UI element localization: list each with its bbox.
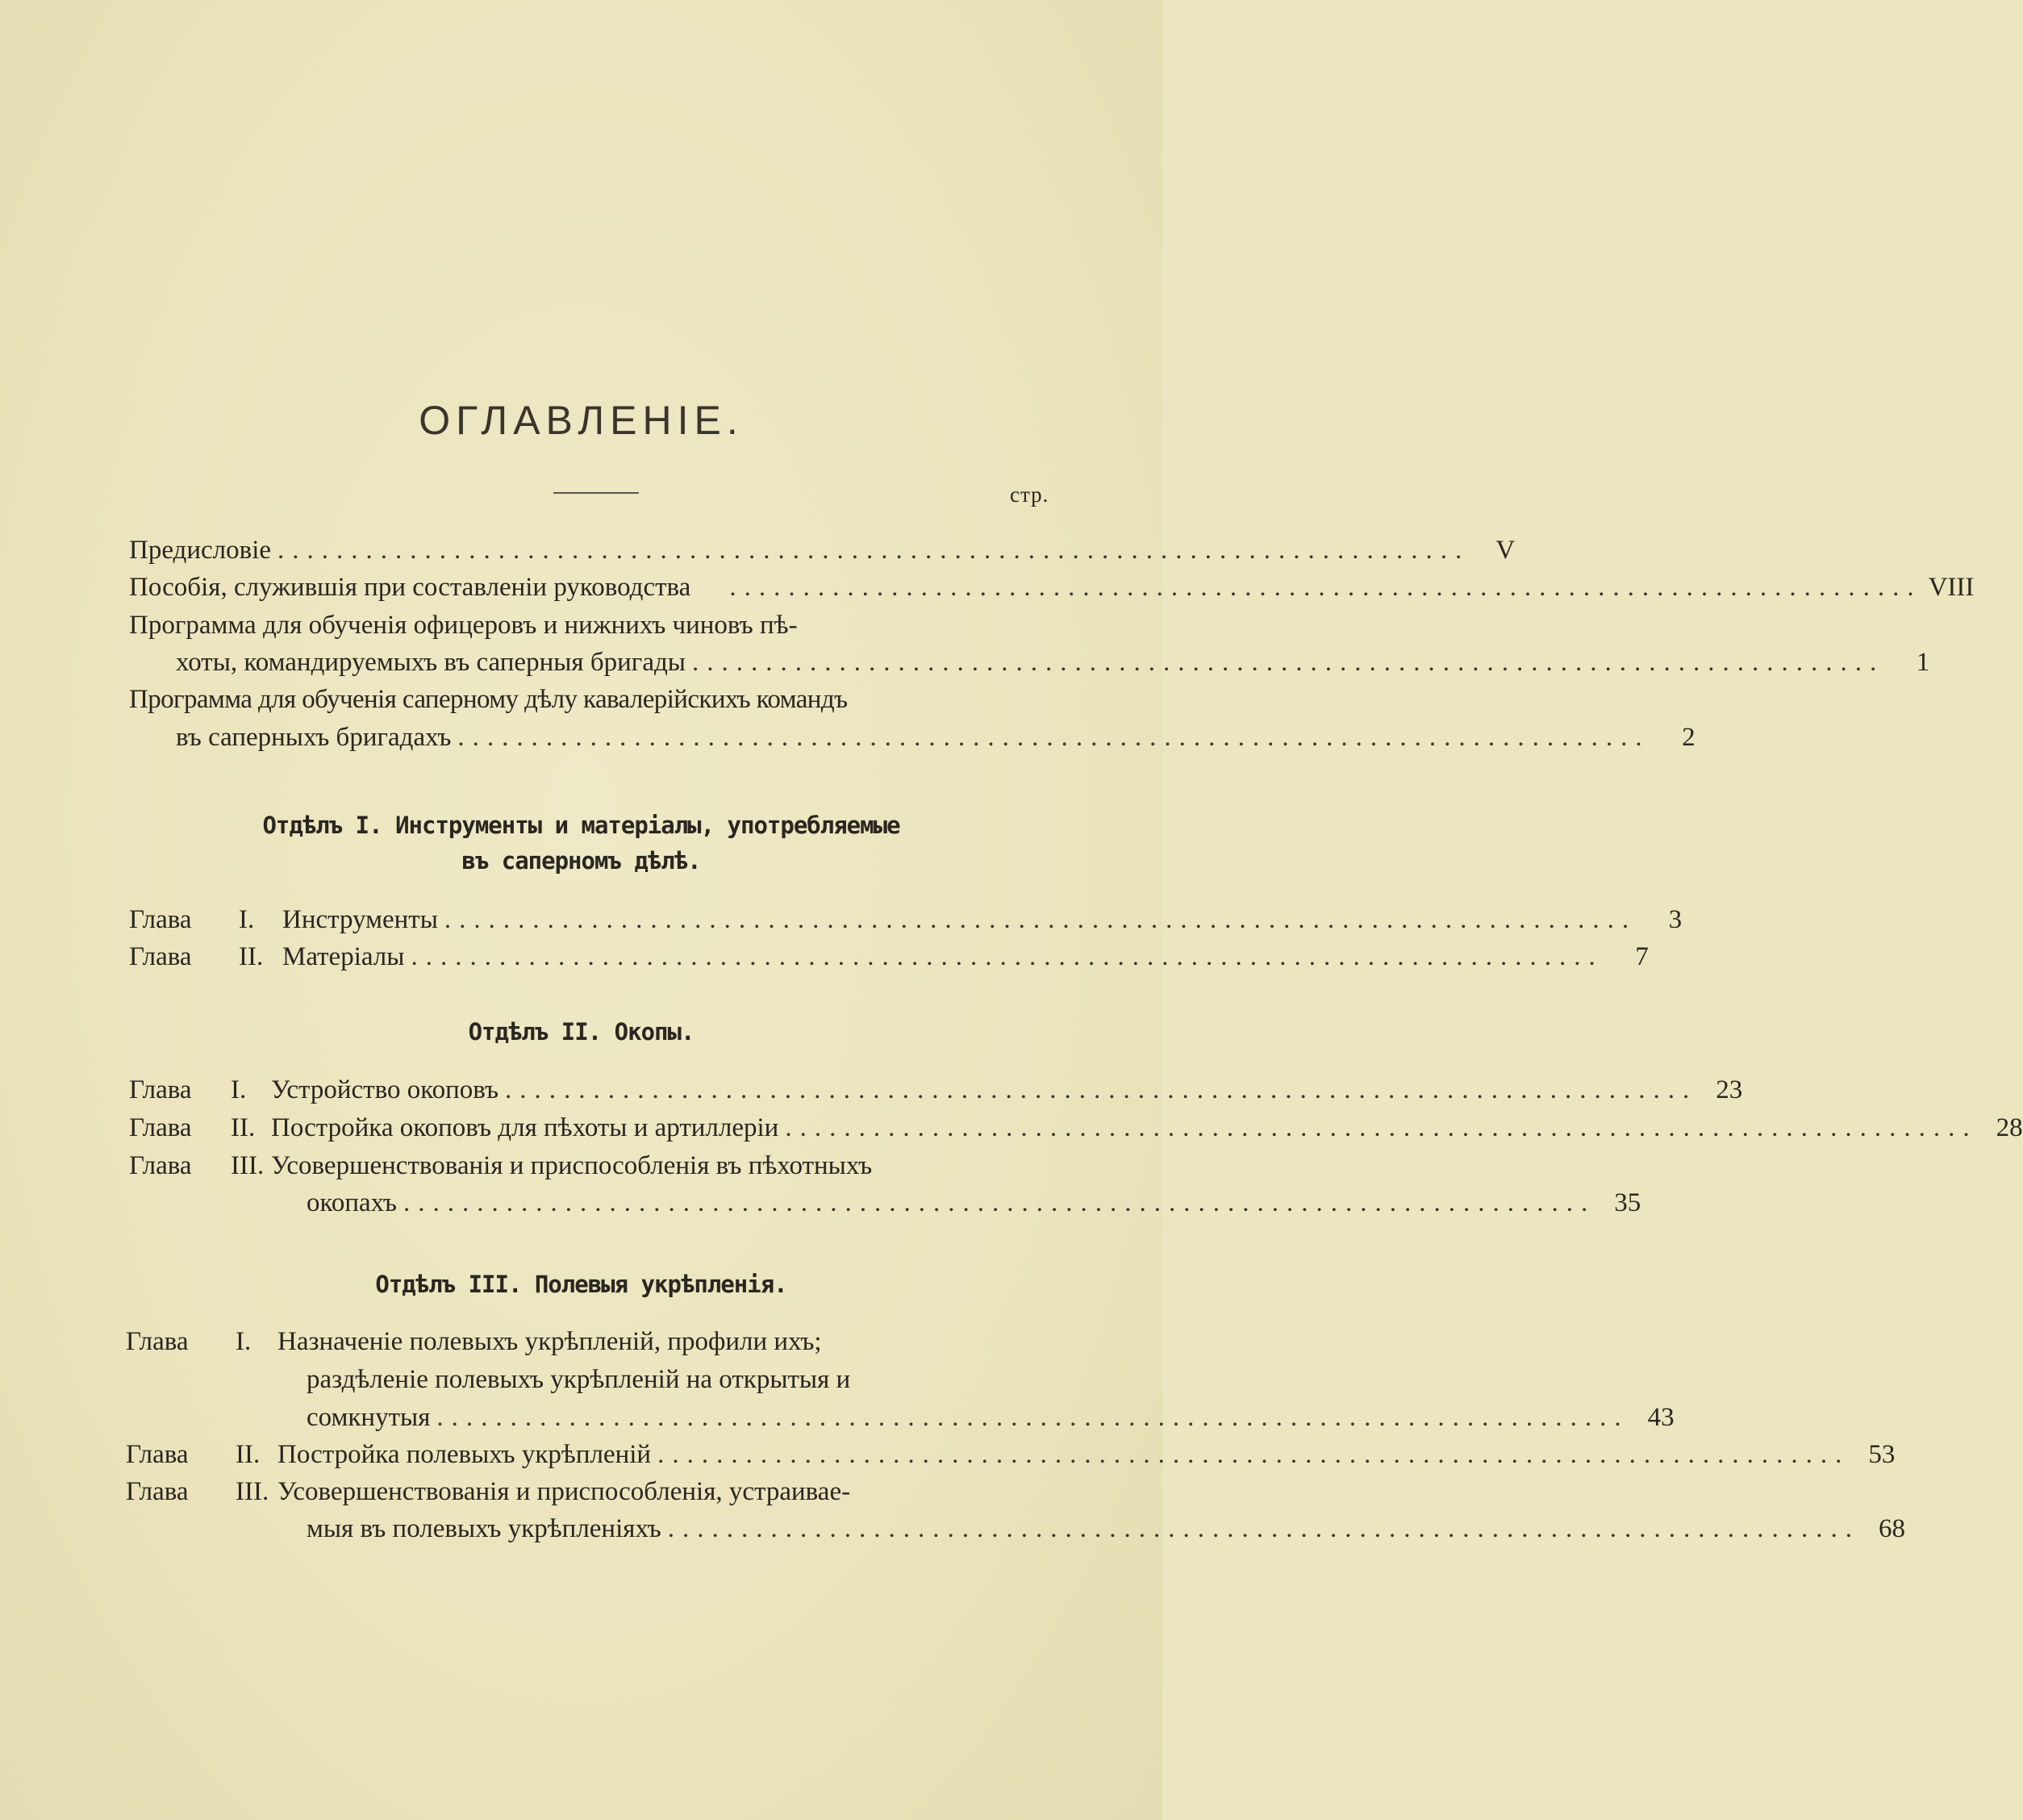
toc-entry-cavalry-program[interactable] (176, 723, 1696, 758)
chapter-word: Глава (129, 1151, 192, 1180)
toc-entry-chapter[interactable] (307, 1403, 1675, 1438)
entry-label: хоты, командируемыхъ въ саперныя бригады (176, 648, 686, 677)
leader-dots: ................................................................................. (436, 1403, 1629, 1432)
toc-entry-chapter[interactable] (126, 1440, 1896, 1476)
leader-dots: ................................................................................. (444, 905, 1637, 934)
leader-dots: ................................................................................. (657, 1440, 1850, 1469)
chapter-number: II. (231, 1113, 256, 1142)
entry-label: мыя въ полевыхъ укрѣпленіяхъ (307, 1514, 661, 1543)
entry-page: 28 (1996, 1113, 2023, 1142)
toc-entry-chapter-line1 (129, 1151, 872, 1181)
toc-entry-cavalry-program-line1: Программа для обученія саперному дѣлу кавалерійскихъ командъ (129, 685, 848, 714)
chapter-word: Глава (126, 1477, 189, 1506)
toc-entry-officer-program[interactable] (176, 648, 1930, 683)
chapter-word: Глава (126, 1440, 189, 1469)
chapter-number: I. (231, 1075, 247, 1104)
chapter-word: Глава (129, 1075, 192, 1104)
entry-label: Матеріалы (282, 942, 405, 971)
chapter-word: Глава (126, 1327, 189, 1356)
chapter-number: II. (236, 1440, 261, 1469)
entry-page: 7 (1635, 942, 1649, 971)
leader-dots: ................................................................................. (403, 1188, 1596, 1217)
leader-dots: ................................................................................. (691, 648, 1885, 677)
toc-entry-chapter-line2: раздѣленіе полевыхъ укрѣпленій на открытыя и (307, 1365, 851, 1394)
leader-dots: ................................................................................. (729, 573, 1922, 602)
toc-entry-officer-program-line1: Программа для обученія офицеровъ и нижнихъ чиновъ пѣ- (129, 611, 798, 640)
page-column-label: стр. (1010, 482, 1049, 507)
entry-page: VIII (1928, 573, 1975, 602)
toc-entry-chapter-line1 (126, 1327, 822, 1357)
entry-label: Усовершенствованія и приспособленія, устраивае- (277, 1477, 851, 1506)
section-heading-1: Отдѣлъ I. Инструменты и матеріалы, употребляемые (262, 812, 900, 839)
toc-entry-chapter[interactable] (129, 1075, 1743, 1111)
toc-entry-preface[interactable] (129, 536, 1516, 571)
leader-dots: ................................................................................. (457, 723, 1650, 752)
entry-label: въ саперныхъ бригадахъ (176, 723, 452, 752)
entry-label: Назначеніе полевыхъ укрѣпленій, профили ихъ; (277, 1327, 822, 1356)
entry-label: Усовершенствованія и приспособленія въ пѣхотныхъ (271, 1151, 873, 1180)
chapter-number: III. (231, 1151, 265, 1180)
entry-page: 1 (1916, 648, 1930, 677)
toc-entry-chapter[interactable] (307, 1514, 1905, 1550)
entry-label: окопахъ (307, 1188, 397, 1217)
chapter-number: III. (236, 1477, 269, 1506)
toc-entry-sources[interactable] (129, 573, 1975, 608)
entry-label: Устройство окоповъ (271, 1075, 499, 1104)
toc-entry-chapter[interactable] (307, 1188, 1641, 1224)
entry-label: сомкнутыя (307, 1403, 431, 1432)
chapter-word: Глава (129, 942, 192, 971)
entry-page: 53 (1868, 1440, 1896, 1469)
toc-entry-chapter-line1 (126, 1477, 850, 1507)
entry-label: Инструменты (282, 905, 438, 934)
entry-label: Предисловіе (129, 536, 272, 565)
leader-dots: ................................................................................. (667, 1514, 1860, 1543)
leader-dots: ................................................................................. (411, 942, 1604, 971)
page-title: ОГЛАВЛЕНІЕ. (419, 398, 744, 443)
leader-dots: ................................................................................. (785, 1113, 1978, 1142)
chapter-number: I. (239, 905, 255, 934)
entry-label: Постройка окоповъ для пѣхоты и артиллеріи (271, 1113, 779, 1142)
toc-entry-chapter[interactable] (129, 942, 1649, 978)
entry-page: 2 (1682, 723, 1696, 752)
section-heading-3: Отдѣлъ III. Полевыя укрѣпленія. (375, 1271, 787, 1298)
entry-page: 43 (1647, 1403, 1675, 1432)
chapter-word: Глава (129, 1113, 192, 1142)
toc-entry-chapter[interactable] (129, 905, 1683, 941)
entry-label: Постройка полевыхъ укрѣпленій (277, 1440, 652, 1469)
leader-dots: ................................................................................. (505, 1075, 1698, 1104)
leader-dots: ................................................................................. (277, 536, 1470, 565)
entry-page: 23 (1716, 1075, 1743, 1104)
title-rule (553, 492, 639, 494)
chapter-word: Глава (129, 905, 192, 934)
toc-entry-chapter[interactable] (129, 1113, 2023, 1149)
entry-page: 68 (1879, 1514, 1905, 1543)
entry-page: V (1495, 536, 1516, 565)
entry-page: 35 (1614, 1188, 1641, 1217)
entry-page: 3 (1668, 905, 1683, 934)
section-heading-1-line2: въ саперномъ дѣлѣ. (461, 847, 701, 875)
chapter-number: I. (236, 1327, 252, 1356)
entry-label: Пособія, служившія при составленіи руководства (129, 573, 691, 602)
section-heading-2: Отдѣлъ II. Окопы. (468, 1018, 694, 1046)
chapter-number: II. (239, 942, 264, 971)
